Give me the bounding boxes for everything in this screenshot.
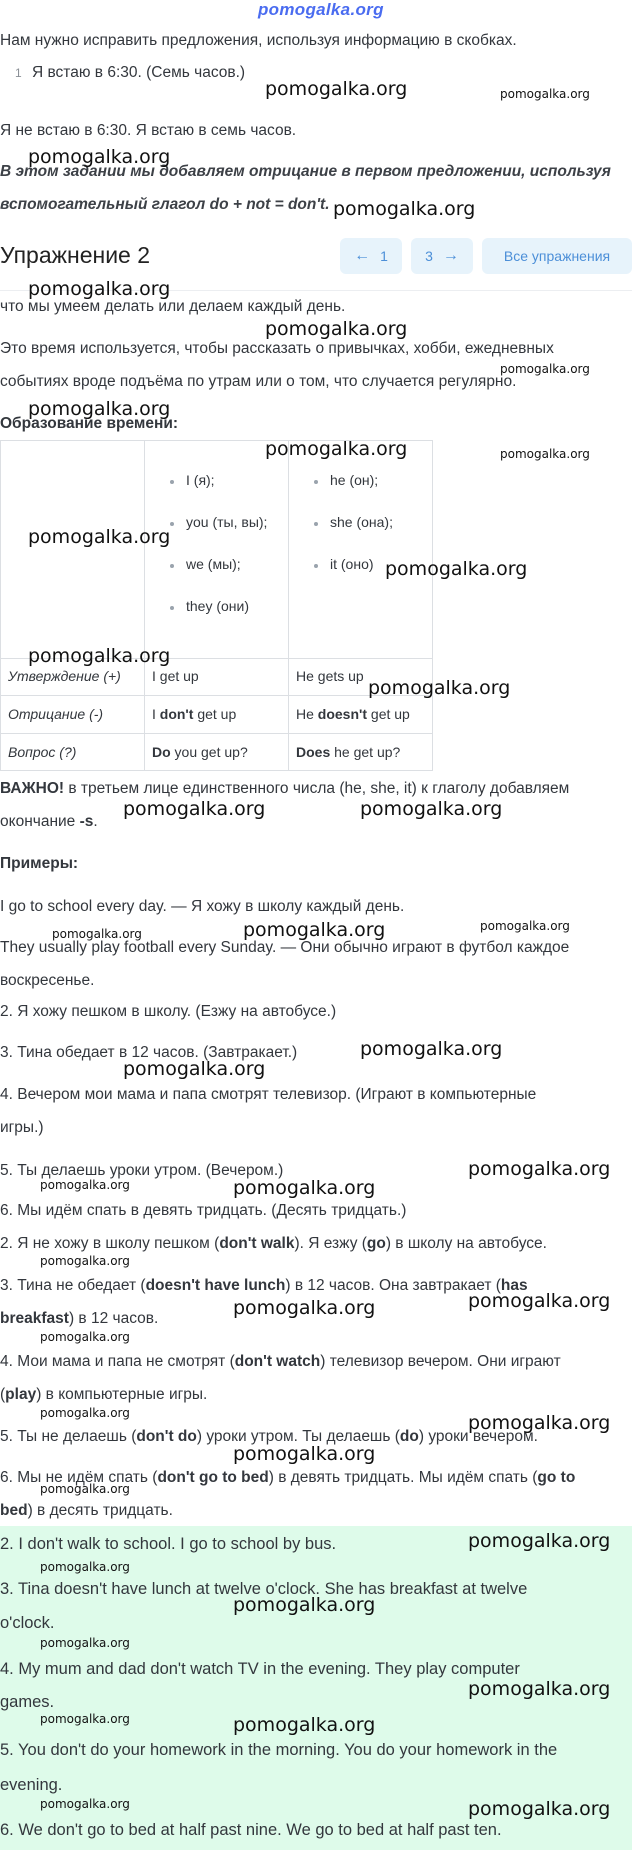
- theory-p2-line2: событиях вроде подъёма по утрам или о том, что случается регулярно.: [0, 373, 517, 390]
- watermark: pomogalka.org: [468, 1290, 611, 1312]
- next-exercise-button[interactable]: [411, 238, 473, 274]
- answer-en-4-line1: 4. My mum and dad don't watch TV in the evening. They play computer: [0, 1660, 520, 1678]
- task-4-line2: игры.): [0, 1119, 44, 1136]
- all-exercises-button[interactable]: [482, 238, 632, 274]
- watermark: pomogalka.org: [233, 1297, 376, 1319]
- watermark: pomogalka.org: [123, 798, 266, 820]
- watermark: pomogalka.org: [40, 1797, 130, 1811]
- prev-exercise-button[interactable]: [340, 238, 402, 274]
- watermark: pomogalka.org: [360, 798, 503, 820]
- watermark: pomogalka.org: [243, 919, 386, 941]
- watermark: pomogalka.org: [40, 1254, 130, 1268]
- row-negative-right: He doesn't get up: [296, 706, 410, 722]
- row-question-label: Вопрос (?): [8, 744, 77, 760]
- watermark: pomogalka.org: [40, 1330, 130, 1344]
- all-exercises-label: Все упражнения: [503, 248, 611, 264]
- watermark: pomogalka.org: [333, 198, 476, 220]
- watermark: pomogalka.org: [28, 278, 171, 300]
- next-exercise-label: 3: [425, 248, 433, 264]
- row-question-left: Do you get up?: [152, 744, 248, 760]
- answer-ru-4-line1: 4. Мои мама и папа не смотрят (don't watch) телевизор вечером. Они играют: [0, 1353, 561, 1370]
- watermark: pomogalka.org: [28, 645, 171, 667]
- answer-ru-5: 5. Ты не делаешь (don't do) уроки утром. Ты делаешь (do) уроки вечером.: [0, 1428, 538, 1445]
- watermark: pomogalka.org: [233, 1594, 376, 1616]
- watermark: pomogalka.org: [385, 558, 528, 580]
- watermark: pomogalka.org: [468, 1158, 611, 1180]
- exercise-title: Упражнение 2: [0, 242, 151, 268]
- watermark: pomogalka.org: [40, 1636, 130, 1650]
- arrow-left-icon: ←: [354, 247, 371, 264]
- pronoun-it: it (оно): [330, 556, 374, 572]
- watermark: pomogalka.org: [28, 398, 171, 420]
- pronoun-we: we (мы);: [186, 556, 241, 572]
- watermark: pomogalka.org: [28, 146, 171, 168]
- prev-exercise-label: 1: [380, 248, 388, 264]
- pronoun-he: he (он);: [330, 472, 379, 488]
- watermark: pomogalka.org: [468, 1798, 611, 1820]
- row-negative-left: I don't get up: [152, 706, 237, 722]
- answer-en-4-line2: games.: [0, 1693, 55, 1711]
- answer-en-3-line2: o'clock.: [0, 1614, 55, 1632]
- watermark: pomogalka.org: [233, 1177, 376, 1199]
- watermark: pomogalka.org: [500, 87, 590, 101]
- watermark: pomogalka.org: [40, 1482, 130, 1496]
- theory-p1: что мы умеем делать или делаем каждый день.: [0, 298, 346, 315]
- watermark: pomogalka.org: [368, 677, 511, 699]
- watermark: pomogalka.org: [500, 362, 590, 376]
- answer-en-3-line1: 3. Tina doesn't have lunch at twelve o'clock. She has breakfast at twelve: [0, 1580, 528, 1598]
- watermark: pomogalka.org: [468, 1412, 611, 1434]
- row-affirmative-left: I get up: [152, 668, 199, 684]
- example-1: I go to school every day. — Я хожу в школу каждый день.: [0, 898, 405, 915]
- row-affirmative-right: He gets up: [296, 668, 364, 684]
- answer-ru-6-line1: 6. Мы не идём спать (don't go to bed) в девять тридцать. Мы идём спать (go to: [0, 1469, 576, 1486]
- answer-en-2: 2. I don't walk to school. I go to school by bus.: [0, 1535, 337, 1553]
- row-question-right: Does he get up?: [296, 744, 401, 760]
- pronoun-she: she (она);: [330, 514, 393, 530]
- pronoun-you: you (ты, вы);: [186, 514, 268, 530]
- answer-ru-3-line2: breakfast) в 12 часов.: [0, 1310, 159, 1327]
- task-6: 6. Мы идём спать в девять тридцать. (Десять тридцать.): [0, 1202, 407, 1219]
- theory-p2-line1: Это время используется, чтобы рассказать о привычках, хобби, ежедневных: [0, 340, 554, 357]
- example-2-line1: They usually play football every Sunday. — Они обычно играют в футбол каждое: [0, 939, 570, 956]
- task-4-line1: 4. Вечером мои мама и папа смотрят телевизор. (Играют в компьютерные: [0, 1086, 537, 1103]
- pronoun-i: I (я);: [186, 472, 215, 488]
- answer-ru-2: 2. Я не хожу в школу пешком (don't walk). Я езжу (go) в школу на автобусе.: [0, 1235, 547, 1252]
- answer-en-5-line1: 5. You don't do your homework in the morning. You do your homework in the: [0, 1741, 558, 1759]
- important-line-1: ВАЖНО! в третьем лице единственного числа (he, she, it) к глаголу добавляем: [0, 780, 570, 797]
- watermark: pomogalka.org: [360, 1038, 503, 1060]
- example-2-line2: воскресенье.: [0, 972, 95, 989]
- watermark: pomogalka.org: [265, 318, 408, 340]
- watermark: pomogalka.org: [233, 1443, 376, 1465]
- example-number: 1: [15, 66, 22, 80]
- watermark: pomogalka.org: [40, 1178, 130, 1192]
- examples-label: Примеры:: [0, 855, 79, 872]
- pronoun-they: they (они): [186, 598, 250, 614]
- site-logo[interactable]: pomogalka.org: [258, 0, 384, 19]
- watermark: pomogalka.org: [40, 1712, 130, 1726]
- task-2: 2. Я хожу пешком в школу. (Езжу на автобусе.): [0, 1003, 337, 1020]
- watermark: pomogalka.org: [468, 1530, 611, 1552]
- instruction-text: Нам нужно исправить предложения, используя информацию в скобках.: [0, 32, 517, 49]
- watermark: pomogalka.org: [40, 1560, 130, 1574]
- note-line-2: вспомогательный глагол do + not = don't.: [0, 196, 330, 213]
- answer-ru-3-line1: 3. Тина не обедает (doesn't have lunch) в 12 часов. Она завтракает (has: [0, 1277, 528, 1294]
- row-affirmative-label: Утверждение (+): [8, 668, 121, 684]
- answer-en-5-line2: evening.: [0, 1776, 63, 1794]
- answer-ru-6-line2: bed) в десять тридцать.: [0, 1502, 173, 1519]
- watermark: pomogalka.org: [40, 1406, 130, 1420]
- example-answer: Я не встаю в 6:30. Я встаю в семь часов.: [0, 122, 297, 139]
- watermark: pomogalka.org: [28, 526, 171, 548]
- watermark: pomogalka.org: [500, 447, 590, 461]
- watermark: pomogalka.org: [265, 438, 408, 460]
- watermark: pomogalka.org: [233, 1714, 376, 1736]
- watermark: pomogalka.org: [480, 919, 570, 933]
- answer-ru-4-line2: (play) в компьютерные игры.: [0, 1386, 208, 1403]
- task-5: 5. Ты делаешь уроки утром. (Вечером.): [0, 1162, 284, 1179]
- watermark: pomogalka.org: [265, 78, 408, 100]
- answer-en-6: 6. We don't go to bed at half past nine. We go to bed at half past ten.: [0, 1821, 502, 1839]
- row-negative-label: Отрицание (-): [8, 706, 104, 722]
- watermark: pomogalka.org: [52, 927, 142, 941]
- note-line-1: В этом задании мы добавляем отрицание в первом предложении, используя: [0, 163, 611, 180]
- watermark: pomogalka.org: [468, 1678, 611, 1700]
- task-3: 3. Тина обедает в 12 часов. (Завтракает.): [0, 1044, 298, 1061]
- example-text: Я встаю в 6:30. (Семь часов.): [32, 64, 246, 81]
- watermark: pomogalka.org: [123, 1058, 266, 1080]
- arrow-right-icon: →: [442, 247, 459, 264]
- formation-label: Образование времени:: [0, 415, 179, 432]
- important-line-2: окончание -s.: [0, 813, 98, 830]
